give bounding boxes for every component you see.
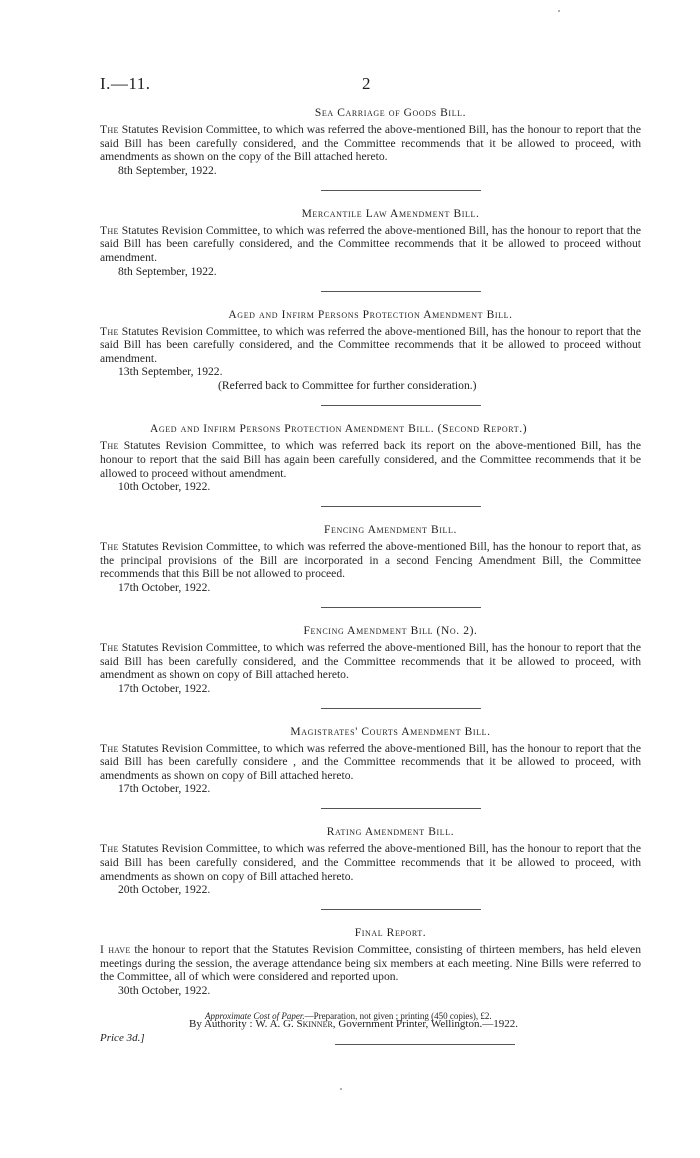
report-text bbox=[100, 325, 641, 366]
report-date: 30th October, 1922. bbox=[118, 984, 211, 998]
document-reference: I.—11. bbox=[100, 74, 151, 93]
section-divider bbox=[321, 708, 481, 709]
report-body: Statutes Revision Committee, to which was referred the above-mentioned Bill, has the honour to report that the said Bill has been carefully considere , and the Committee recommends that it be allowed to proceed, with amendments as shown on copy of Bill attached hereto. bbox=[100, 741, 641, 782]
report-text bbox=[100, 439, 641, 480]
report-body: the honour to report that the Statutes Revision Committee, consisting of thirteen members, has held eleven meetings during the session, the average attendance being six members at each meeting. Nine Bills were referred to the Committee, all of which were considered and reported upon. bbox=[100, 943, 641, 984]
cost-note-label: Approximate Cost of Paper. bbox=[205, 1011, 305, 1022]
report-section bbox=[100, 624, 641, 709]
lead-word: The bbox=[100, 741, 119, 755]
report-text bbox=[100, 641, 641, 682]
report-body: Statutes Revision Committee, to which was referred the above-mentioned Bill, has the honour to report that the said Bill has been carefully considered, and the Committee recommends that it be allowed to proceed, with amendments as shown on copy of Bill attached hereto. bbox=[100, 842, 641, 883]
report-body: Statutes Revision Committee, to which was referred the above-mentioned Bill, has the honour to report that, as the principal provisions of the Bill are incorporated in a second Fencing Amendment Bill, the Committee recommends that this Bill be not allowed to proceed. bbox=[100, 540, 641, 581]
section-divider bbox=[321, 607, 481, 608]
report-section bbox=[100, 825, 641, 910]
section-divider bbox=[321, 909, 481, 910]
report-date: 13th September, 1922. bbox=[118, 365, 223, 379]
lead-word: The bbox=[100, 540, 119, 554]
report-date: 10th October, 1922. bbox=[118, 480, 211, 494]
report-text bbox=[100, 842, 641, 883]
report-date: 8th September, 1922. bbox=[118, 163, 217, 177]
report-content bbox=[100, 106, 641, 1045]
report-body: Statutes Revision Committee, to which was referred the above-mentioned Bill, has the honour to report that the said Bill has been carefully considered, and the Committee recommends that it be allowed to proceed, with amendment as shown on copy of Bill attached hereto. bbox=[100, 640, 641, 682]
authority-suffix: Government Printer, Wellington.—1922. bbox=[338, 1018, 518, 1030]
lead-word: I have bbox=[100, 943, 131, 957]
report-text bbox=[100, 123, 641, 164]
report-section bbox=[100, 725, 641, 810]
bill-title: Aged and Infirm Persons Protection Amendment Bill. (Second Report.) bbox=[150, 423, 528, 436]
report-section bbox=[100, 422, 641, 507]
report-date: 17th October, 1922. bbox=[118, 580, 211, 594]
printer-authority bbox=[189, 1018, 518, 1030]
page-number: 2 bbox=[362, 74, 371, 93]
section-divider bbox=[321, 291, 481, 292]
report-body: Statutes Revision Committee, to which was referred the above-mentioned Bill, has the honour to report that the said Bill has been carefully considered, and the Committee recommends that it be allowed to proceed without amendment. bbox=[100, 324, 641, 365]
speck bbox=[558, 10, 560, 12]
bill-title: Sea Carriage of Goods Bill. bbox=[314, 107, 467, 119]
report-text bbox=[100, 943, 641, 984]
report-section bbox=[100, 926, 641, 998]
report-section bbox=[100, 308, 641, 407]
report-date: 17th October, 1922. bbox=[118, 681, 211, 695]
report-section bbox=[100, 106, 641, 191]
report-text bbox=[100, 224, 641, 265]
printer-name: W. A. G. Skinner, bbox=[255, 1018, 336, 1030]
report-date: 8th September, 1922. bbox=[118, 264, 217, 278]
lead-word: The bbox=[100, 842, 119, 856]
price: Price 3d.] bbox=[100, 1032, 145, 1044]
speck bbox=[340, 1088, 342, 1090]
bill-title: Rating Amendment Bill. bbox=[326, 826, 455, 839]
report-date: 17th October, 1922. bbox=[118, 782, 211, 796]
section-divider bbox=[321, 808, 481, 809]
authority-prefix: By Authority : bbox=[189, 1018, 253, 1030]
report-section bbox=[100, 523, 641, 608]
bill-title: Mercantile Law Amendment Bill. bbox=[301, 207, 480, 220]
lead-word: The bbox=[100, 439, 119, 453]
report-note: (Referred back to Committee for further consideration.) bbox=[218, 379, 477, 393]
lead-word: The bbox=[100, 223, 119, 237]
report-text bbox=[100, 742, 641, 783]
report-date: 20th October, 1922. bbox=[118, 883, 211, 897]
report-text bbox=[100, 540, 641, 581]
report-section bbox=[100, 207, 641, 292]
bill-title: Fencing Amendment Bill (No. 2). bbox=[303, 624, 478, 637]
report-body: Statutes Revision Committee, to which was referred back its report on the above-mentioned Bill, has the honour to report that the said Bill has again been carefully considered, and the Committee recommends that it be allowed to proceed without amendment. bbox=[100, 439, 641, 480]
lead-word: The bbox=[100, 123, 119, 136]
bill-title: Final Report. bbox=[354, 927, 427, 940]
lead-word: The bbox=[100, 640, 119, 654]
report-body: Statutes Revision Committee, to which was referred the above-mentioned Bill, has the honour to report that the said Bill has been carefully considered, and the Committee recommends that it be allowed to proceed without amendment. bbox=[100, 223, 641, 264]
page-header bbox=[100, 74, 640, 98]
section-divider bbox=[321, 405, 481, 406]
bill-title: Aged and Infirm Persons Protection Amendment Bill. bbox=[228, 308, 513, 321]
page-footer bbox=[100, 1018, 641, 1052]
bill-title: Fencing Amendment Bill. bbox=[323, 524, 458, 537]
bill-title: Magistrates' Courts Amendment Bill. bbox=[290, 725, 491, 738]
lead-word: The bbox=[100, 324, 119, 338]
section-divider bbox=[321, 190, 481, 191]
section-divider bbox=[321, 506, 481, 507]
cost-note-text: —Preparation, not given ; printing (450 copies), £2. bbox=[304, 1011, 492, 1022]
report-body: Statutes Revision Committee, to which was referred the above-mentioned Bill, has the honour to report that the said Bill has been carefully considered, and the Committee recommends that it be allowed to proceed, with amendments as shown on the copy of the Bill attached hereto. bbox=[100, 123, 641, 164]
